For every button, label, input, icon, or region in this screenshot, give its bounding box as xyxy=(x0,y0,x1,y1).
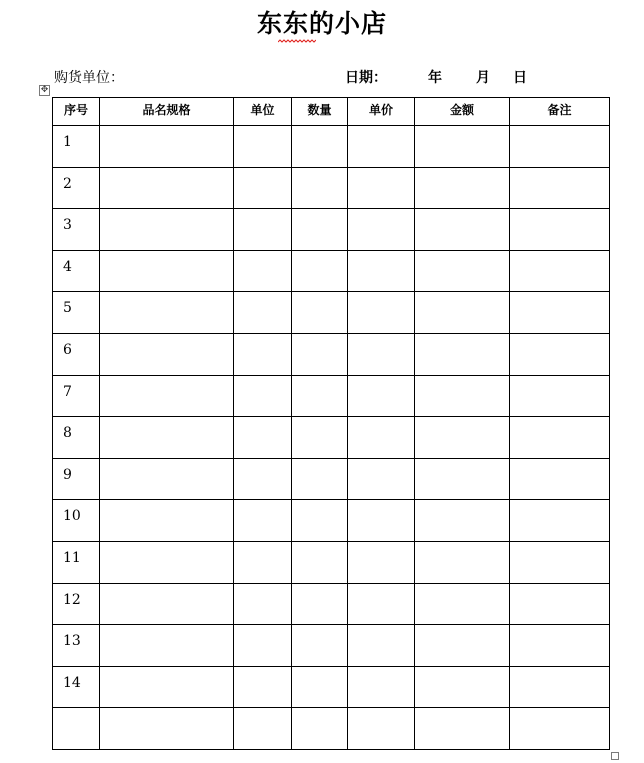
row-number-cell[interactable]: 1 xyxy=(53,126,100,168)
table-cell[interactable] xyxy=(100,167,234,209)
date-label: 日期： xyxy=(345,70,387,86)
table-row xyxy=(53,583,610,625)
table-cell[interactable] xyxy=(100,458,234,500)
table-cell[interactable] xyxy=(510,126,610,168)
move-arrows-icon[interactable]: ✥ xyxy=(40,85,49,95)
row-number-cell[interactable]: 10 xyxy=(53,500,100,542)
table-cell[interactable] xyxy=(292,126,348,168)
table-cell[interactable] xyxy=(292,708,348,750)
table-cell[interactable] xyxy=(100,625,234,667)
table-cell[interactable] xyxy=(234,708,292,750)
table-cell[interactable] xyxy=(292,583,348,625)
table-cell[interactable] xyxy=(510,375,610,417)
table-row xyxy=(53,541,610,583)
table-cell[interactable] xyxy=(292,541,348,583)
table-cell[interactable] xyxy=(415,541,510,583)
column-header: 数量 xyxy=(292,98,348,126)
table-cell[interactable] xyxy=(100,250,234,292)
spellcheck-underline xyxy=(278,39,316,44)
table-cell[interactable] xyxy=(348,250,415,292)
table-row xyxy=(53,292,610,334)
row-number-cell[interactable]: 12 xyxy=(53,583,100,625)
table-cell[interactable] xyxy=(510,625,610,667)
table-cell[interactable] xyxy=(348,583,415,625)
table-row xyxy=(53,625,610,667)
month-label: 月 xyxy=(476,70,490,86)
table-cell[interactable] xyxy=(510,458,610,500)
table-body xyxy=(53,126,610,750)
table-row xyxy=(53,333,610,375)
row-number-cell[interactable]: 5 xyxy=(53,292,100,334)
table-cell[interactable] xyxy=(415,126,510,168)
table-cell[interactable] xyxy=(100,126,234,168)
table-cell[interactable] xyxy=(234,292,292,334)
table-cell[interactable] xyxy=(234,126,292,168)
table-cell[interactable] xyxy=(292,625,348,667)
table-cell[interactable] xyxy=(234,375,292,417)
table-cell[interactable] xyxy=(100,500,234,542)
table-cell[interactable] xyxy=(100,417,234,459)
table-cell[interactable] xyxy=(234,458,292,500)
table-cell[interactable] xyxy=(510,209,610,251)
table-cell[interactable] xyxy=(415,625,510,667)
table-cell[interactable] xyxy=(100,583,234,625)
column-header: 单价 xyxy=(348,98,415,126)
table-cell[interactable] xyxy=(234,583,292,625)
table-cell[interactable] xyxy=(510,708,610,750)
table-cell[interactable] xyxy=(415,209,510,251)
table-cell[interactable] xyxy=(415,708,510,750)
table-cell[interactable] xyxy=(234,333,292,375)
table-row xyxy=(53,500,610,542)
year-label: 年 xyxy=(428,70,442,86)
table-cell[interactable] xyxy=(415,167,510,209)
row-number-cell[interactable]: 3 xyxy=(53,209,100,251)
table-cell[interactable] xyxy=(100,666,234,708)
row-number-cell[interactable]: 11 xyxy=(53,541,100,583)
table-row xyxy=(53,250,610,292)
table-row xyxy=(53,666,610,708)
table-cell[interactable] xyxy=(292,209,348,251)
table-cell[interactable] xyxy=(510,250,610,292)
table-cell[interactable] xyxy=(348,333,415,375)
column-header: 品名规格 xyxy=(100,98,234,126)
table-cell[interactable] xyxy=(292,167,348,209)
table-cell[interactable] xyxy=(415,375,510,417)
table-row xyxy=(53,209,610,251)
table-cell[interactable] xyxy=(415,666,510,708)
row-number-cell[interactable]: 2 xyxy=(53,167,100,209)
table-cell[interactable] xyxy=(348,666,415,708)
table-cell[interactable] xyxy=(348,417,415,459)
table-header-row xyxy=(53,98,610,126)
column-header: 序号 xyxy=(53,98,100,126)
row-number-cell[interactable]: 8 xyxy=(53,417,100,459)
document-title: 东东的小店 xyxy=(256,9,387,38)
table-cell[interactable] xyxy=(415,333,510,375)
table-cell[interactable] xyxy=(234,625,292,667)
table-cell[interactable] xyxy=(348,458,415,500)
resize-square-icon[interactable] xyxy=(611,752,619,760)
table-cell[interactable] xyxy=(348,375,415,417)
table-cell[interactable] xyxy=(292,250,348,292)
row-number-cell[interactable]: 14 xyxy=(53,666,100,708)
table-cell[interactable] xyxy=(234,209,292,251)
table-cell[interactable] xyxy=(348,500,415,542)
table-cell[interactable] xyxy=(415,250,510,292)
column-header: 金额 xyxy=(415,98,510,126)
table-cell[interactable] xyxy=(100,333,234,375)
table-cell[interactable] xyxy=(510,333,610,375)
table-cell[interactable] xyxy=(348,292,415,334)
table-cell[interactable] xyxy=(348,625,415,667)
table-cell[interactable] xyxy=(292,292,348,334)
table-cell[interactable] xyxy=(292,500,348,542)
table-cell[interactable] xyxy=(348,167,415,209)
table-cell[interactable] xyxy=(415,458,510,500)
table-cell[interactable] xyxy=(415,417,510,459)
table-cell[interactable] xyxy=(415,583,510,625)
table-cell[interactable] xyxy=(100,292,234,334)
column-header: 单位 xyxy=(234,98,292,126)
table-cell[interactable] xyxy=(348,209,415,251)
table-row xyxy=(53,375,610,417)
invoice-table xyxy=(52,97,610,750)
table-row xyxy=(53,458,610,500)
buyer-label: 购货单位： xyxy=(54,70,124,86)
table-cell[interactable] xyxy=(415,500,510,542)
table-cell[interactable] xyxy=(292,458,348,500)
table-cell[interactable] xyxy=(510,666,610,708)
table-cell[interactable] xyxy=(292,666,348,708)
day-label: 日 xyxy=(513,70,527,86)
table-cell[interactable] xyxy=(100,708,234,750)
table-cell[interactable] xyxy=(510,292,610,334)
row-number-cell[interactable]: 6 xyxy=(53,333,100,375)
table-cell[interactable] xyxy=(234,167,292,209)
row-number-cell[interactable]: 4 xyxy=(53,250,100,292)
table-cell[interactable] xyxy=(234,250,292,292)
table-cell[interactable] xyxy=(510,583,610,625)
table-cell[interactable] xyxy=(510,167,610,209)
table-row xyxy=(53,417,610,459)
table-cell[interactable] xyxy=(292,333,348,375)
table-cell[interactable] xyxy=(348,708,415,750)
table-cell[interactable] xyxy=(510,417,610,459)
table-row xyxy=(53,167,610,209)
table-cell[interactable] xyxy=(510,541,610,583)
table-cell[interactable] xyxy=(415,292,510,334)
table-cell[interactable] xyxy=(348,126,415,168)
table-cell[interactable] xyxy=(292,375,348,417)
table-cell[interactable] xyxy=(234,666,292,708)
table-cell[interactable] xyxy=(100,375,234,417)
table-row xyxy=(53,708,610,750)
table-cell[interactable] xyxy=(510,500,610,542)
row-number-cell[interactable]: 7 xyxy=(53,375,100,417)
table-row xyxy=(53,126,610,168)
table-cell[interactable] xyxy=(234,417,292,459)
table-cell[interactable] xyxy=(100,209,234,251)
row-number-cell[interactable] xyxy=(53,708,100,750)
row-number-cell[interactable]: 9 xyxy=(53,458,100,500)
table-cell[interactable] xyxy=(348,541,415,583)
row-number-cell[interactable]: 13 xyxy=(53,625,100,667)
table-cell[interactable] xyxy=(234,541,292,583)
table-cell[interactable] xyxy=(100,541,234,583)
table-cell[interactable] xyxy=(234,500,292,542)
table-cell[interactable] xyxy=(292,417,348,459)
column-header: 备注 xyxy=(510,98,610,126)
